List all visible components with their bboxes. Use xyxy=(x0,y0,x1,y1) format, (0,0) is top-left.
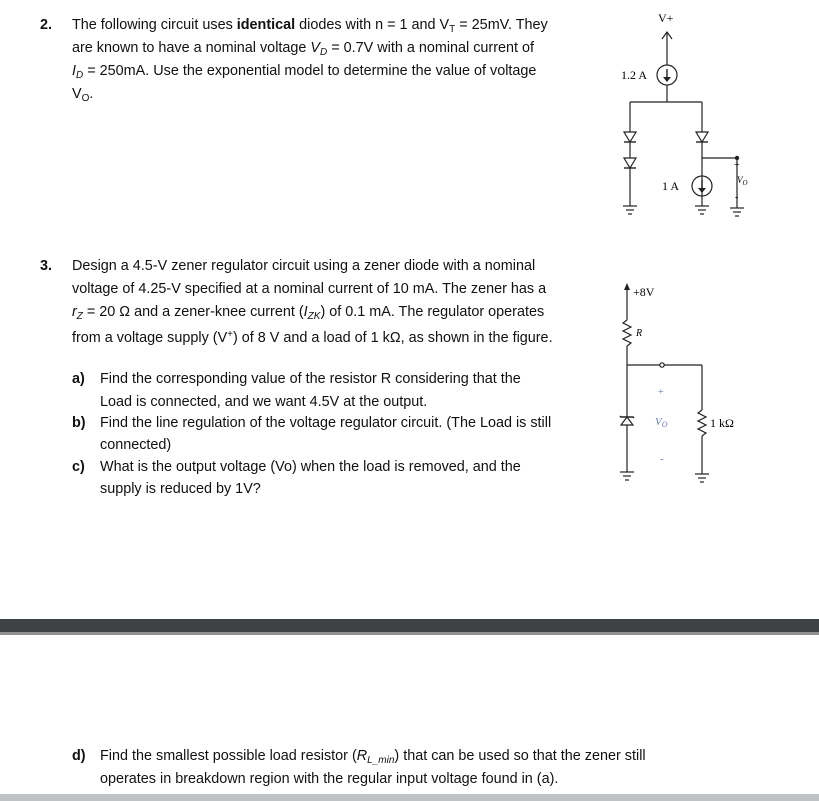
q2-line-4: $V_O$. xyxy=(72,86,94,104)
page-separator xyxy=(0,619,819,632)
q3-resistor-label: R xyxy=(636,328,643,339)
q2-line-1: The following circuit uses identical diodes with n = 1 and $V_T = 25mV$. They xyxy=(72,17,548,35)
q3-out-label: VO xyxy=(655,416,668,429)
q3-b-label: b) xyxy=(72,415,86,431)
diode-left-lower xyxy=(624,158,636,168)
q3-out-minus: - xyxy=(660,453,664,465)
q2-out-label: $V_O$ xyxy=(737,175,748,187)
q3-line-3: $r_Z = 20$ Ω and a zener-knee current $(I_{ZK})$ of 0.1 mA. The regulator operates xyxy=(72,304,545,322)
q3-zener-diode xyxy=(621,417,633,425)
q3-a-line-2: Load is connected, and we want 4.5V at the output. xyxy=(100,394,428,410)
q2-source-1-label: 1.2 A xyxy=(621,68,648,82)
q3-resistor-load xyxy=(698,410,706,436)
q2-out-minus: - xyxy=(735,192,739,203)
q2-line-2: are known to have a nominal voltage $V_D = 0.7V$ with a nominal current of xyxy=(72,40,535,58)
q3-supply-label: +8V xyxy=(633,285,655,299)
q2-line-3: $I_D = 250mA$. Use the exponential model to determine the value of voltage xyxy=(72,63,537,81)
q3-d-label: d) xyxy=(72,748,86,764)
q3-out-plus: + xyxy=(658,387,664,398)
q3-d-line-1: Find the smallest possible load resistor $(R_{L\_min})$ that can be used so that the zener still xyxy=(100,748,646,766)
q3-c-label: c) xyxy=(72,459,85,475)
q3-c-line-1: What is the output voltage (Vo) when the load is removed, and the xyxy=(100,459,521,475)
diode-right xyxy=(696,132,708,142)
q3-c-line-2: supply is reduced by 1V? xyxy=(100,481,261,497)
q3-line-4: from a voltage supply (V+) of 8 V and a load of 1 kΩ, as shown in the figure. xyxy=(72,329,553,346)
diode-left-upper xyxy=(624,132,636,142)
q3-line-1: Design a 4.5-V zener regulator circuit using a zener diode with a nominal xyxy=(72,258,536,274)
q2-source-2-label: 1 A xyxy=(662,179,680,193)
q3-number: 3. xyxy=(40,258,53,274)
q3-circuit-diagram xyxy=(600,270,780,500)
q3-line-2: voltage of 4.25-V specified at a nominal current of 10 mA. The zener has a xyxy=(72,281,547,297)
q3-a-line-1: Find the corresponding value of the resistor R considering that the xyxy=(100,371,521,387)
q3-d-line-2: operates in breakdown region with the regular input voltage found in (a). xyxy=(100,771,559,787)
page-bottom-edge xyxy=(0,794,819,801)
q2-supply-label: V+ xyxy=(658,11,674,25)
q3-a-label: a) xyxy=(72,371,85,387)
q3-b-line-2: connected) xyxy=(100,437,172,453)
q3-b-line-1: Find the line regulation of the voltage regulator circuit. (The Load is still xyxy=(100,415,552,431)
q2-out-plus: + xyxy=(734,160,740,171)
q2-circuit-diagram xyxy=(600,0,770,230)
q3-load-label: 1 kΩ xyxy=(710,416,734,430)
q3-resistor-R xyxy=(623,320,631,346)
page-separator-shadow xyxy=(0,632,819,635)
q2-number: 2. xyxy=(40,17,53,33)
